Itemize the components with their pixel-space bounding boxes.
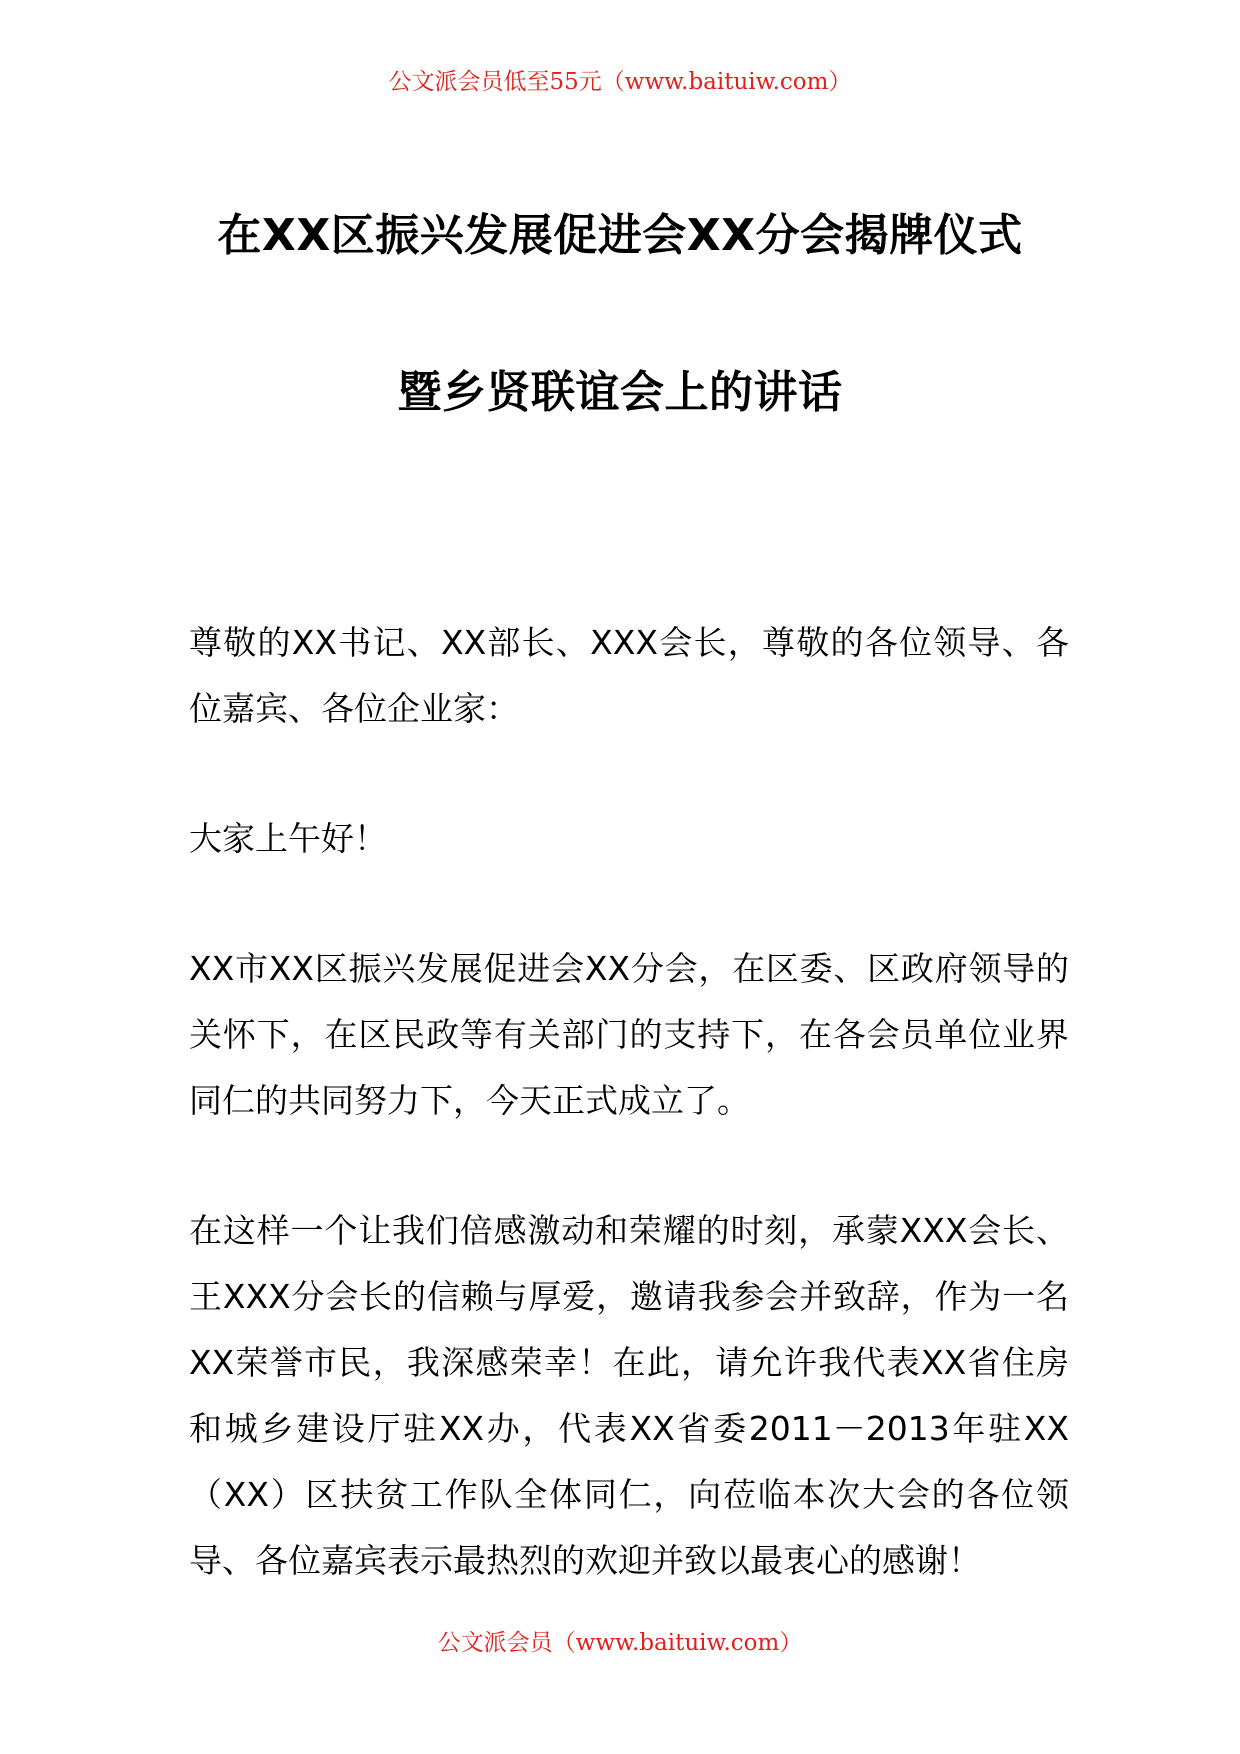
header-promo-link[interactable]: 公文派会员低至55元（www.baituiw.com） (388, 69, 852, 95)
document-title-line-1: 在XX区振兴发展促进会XX分会揭牌仪式 (217, 210, 1023, 261)
paragraph-establishment: XX市XX区振兴发展促进会XX分会，在区委、区政府领导的关怀下，在区民政等有关部门的支持下，在各会员单位业界同仁的共同努力下，今天正式成立了。 (189, 949, 1069, 1120)
document-body (189, 610, 1069, 1658)
paragraph-greeting: 大家上午好！ (189, 819, 387, 858)
footer-promo-link[interactable]: 公文派会员（www.baituiw.com） (437, 1630, 803, 1656)
document-title-line-2: 暨乡贤联谊会上的讲话 (397, 367, 843, 418)
paragraph-salutation: 尊敬的XX书记、XX部长、XXX会长，尊敬的各位领导、各位嘉宾、各位企业家： (189, 623, 1069, 728)
paragraph-thanks: 在这样一个让我们倍感激动和荣耀的时刻，承蒙XXX会长、王XXX分会长的信赖与厚爱，邀请我参会并致辞，作为一名XX荣誉市民，我深感荣幸！在此，请允许我代表XX省住房和城乡建设厅驻XX办，代表XX省委2011－2013年驻XX（XX）区扶贫工作队全体同仁，向莅临本次大会的各位领导、各位嘉宾表示最热烈的欢迎并致以最衷心的感谢！ (189, 1211, 1069, 1580)
